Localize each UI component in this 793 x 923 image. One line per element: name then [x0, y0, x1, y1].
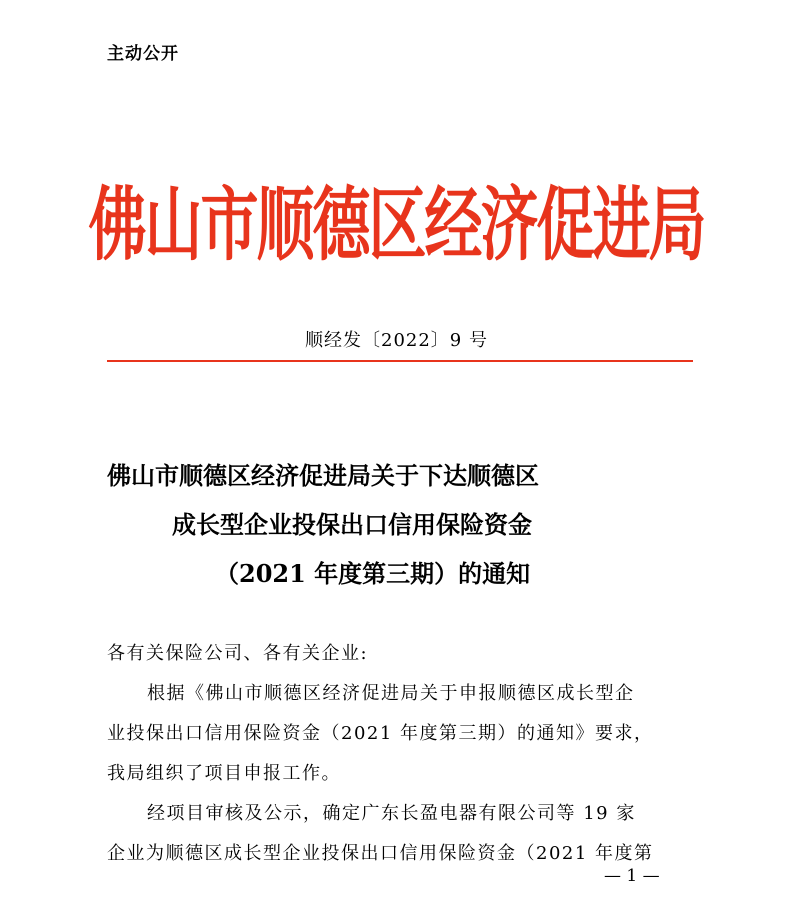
notice-title-line-3: （2021 年度第三期）的通知	[215, 559, 531, 588]
notice-title-line-2: 成长型企业投保出口信用保险资金	[172, 510, 532, 539]
organization-masthead: 佛山市顺德区经济促进局	[88, 177, 705, 272]
paragraph-2-line-1: 经项目审核及公示，确定广东长盈电器有限公司等 19 家	[147, 803, 636, 824]
paragraph-1-line-3: 我局组织了项目申报工作。	[107, 763, 341, 784]
page-number: — 1 —	[604, 866, 660, 886]
salutation: 各有关保险公司、各有关企业:	[107, 643, 369, 664]
red-divider	[107, 360, 693, 362]
paragraph-1-line-2: 业投保出口信用保险资金（2021 年度第三期）的通知》要求，	[107, 723, 654, 744]
paragraph-1-line-1: 根据《佛山市顺德区经济促进局关于申报顺德区成长型企	[147, 683, 635, 704]
paragraph-2-line-2: 企业为顺德区成长型企业投保出口信用保险资金（2021 年度第	[107, 843, 654, 864]
disclosure-label: 主动公开	[107, 44, 179, 64]
notice-body	[107, 634, 697, 874]
notice-title	[0, 451, 793, 598]
document-number: 顺经发〔2022〕9 号	[305, 330, 488, 351]
notice-title-line-1: 佛山市顺德区经济促进局关于下达顺德区	[107, 461, 539, 490]
